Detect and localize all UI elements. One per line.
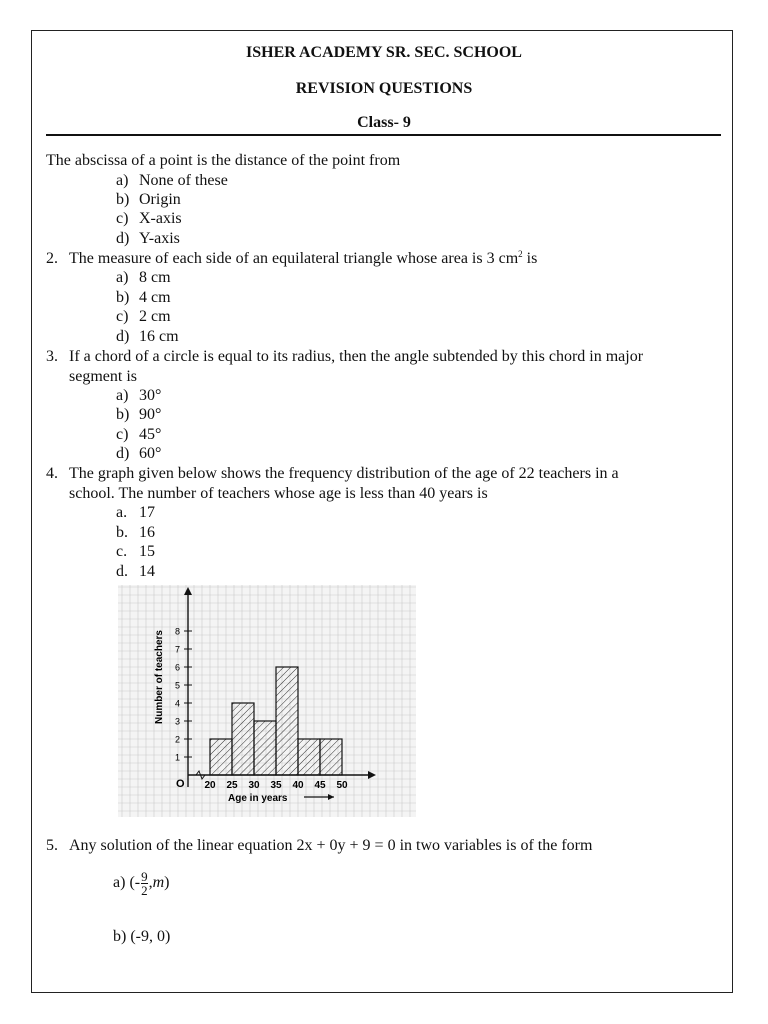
x-tick-label: 40 xyxy=(292,780,304,791)
option-label: b) xyxy=(116,191,130,208)
option-label: a) xyxy=(116,269,129,286)
x-tick-label: 50 xyxy=(336,780,348,791)
option-a-variable: m xyxy=(152,874,165,892)
class-label: Class- 9 xyxy=(357,114,411,131)
origin-label: O xyxy=(176,778,185,790)
option-text: 4 cm xyxy=(139,289,171,306)
histogram-bar xyxy=(254,721,276,775)
histogram-bar xyxy=(298,739,320,775)
x-tick-label: 25 xyxy=(226,780,238,791)
option-text: 8 cm xyxy=(139,269,171,286)
y-tick-label: 5 xyxy=(175,680,181,691)
q5-option-a xyxy=(113,870,169,897)
q2-superscript: 2 xyxy=(518,249,523,259)
y-axis-label: Number of teachers xyxy=(154,630,165,724)
x-axis-label: Age in years xyxy=(228,793,288,804)
y-tick-label: 3 xyxy=(175,716,181,727)
q2-text-end: is xyxy=(522,250,538,267)
option-text: 17 xyxy=(139,504,155,521)
fraction-numerator: 9 xyxy=(141,869,148,884)
q4-text-line1: The graph given below shows the frequency distribution of the age of 22 teachers in a xyxy=(69,465,619,482)
option-text: 60° xyxy=(139,445,162,462)
school-name: ISHER ACADEMY SR. SEC. SCHOOL xyxy=(246,44,522,61)
header-rule xyxy=(46,134,721,136)
histogram-bar xyxy=(210,739,232,775)
option-label: b. xyxy=(116,524,128,541)
option-label: b) xyxy=(116,289,130,306)
y-tick-label: 6 xyxy=(175,662,181,673)
age-histogram xyxy=(118,585,416,817)
q2-number: 2. xyxy=(46,250,58,267)
y-tick-label: 7 xyxy=(175,644,181,655)
y-tick-label: 1 xyxy=(175,752,181,763)
x-tick-label: 30 xyxy=(248,780,260,791)
x-tick-label: 20 xyxy=(204,780,216,791)
q2-text-main: The measure of each side of an equilateral triangle whose area is 3 cm xyxy=(69,250,519,267)
doc-title: REVISION QUESTIONS xyxy=(295,80,473,97)
q2-text xyxy=(69,249,537,268)
option-label: d) xyxy=(116,445,130,462)
q3-text-line1: If a chord of a circle is equal to its radius, then the angle subtended by this chord in major xyxy=(69,348,644,365)
option-text: X-axis xyxy=(139,210,182,227)
option-a-comma: , xyxy=(148,874,153,892)
option-label: d. xyxy=(116,563,128,580)
x-tick-label: 45 xyxy=(314,780,326,791)
option-text: None of these xyxy=(139,172,228,189)
option-text: 45° xyxy=(139,426,162,443)
option-label: d) xyxy=(116,230,130,247)
y-tick-label: 8 xyxy=(175,626,181,637)
option-text: 30° xyxy=(139,387,162,404)
q1-text: The abscissa of a point is the distance of the point from xyxy=(46,152,401,169)
histogram-bar xyxy=(232,703,254,775)
option-text: 2 cm xyxy=(139,308,171,325)
option-text: 15 xyxy=(139,543,155,560)
x-tick-label: 35 xyxy=(270,780,282,791)
q3-number: 3. xyxy=(46,348,58,365)
option-a-close: ) xyxy=(164,874,170,892)
histogram-bar xyxy=(320,739,342,775)
option-label: a. xyxy=(116,504,128,521)
q5-text: Any solution of the linear equation 2x + 0y + 9 = 0 in two variables is of the form xyxy=(69,837,593,854)
fraction xyxy=(141,870,148,897)
option-text: 16 cm xyxy=(139,328,179,345)
fraction-denominator: 2 xyxy=(141,883,148,898)
option-text: Origin xyxy=(139,191,181,208)
option-text: 14 xyxy=(139,563,155,580)
y-tick-label: 2 xyxy=(175,734,181,745)
option-label: c. xyxy=(116,543,128,560)
option-label: c) xyxy=(116,308,129,325)
option-text: 16 xyxy=(139,524,155,541)
option-label: b) xyxy=(116,406,130,423)
q3-text-line2: segment is xyxy=(69,368,137,385)
option-label: d) xyxy=(116,328,130,345)
q5-option-b: b) (-9, 0) xyxy=(113,928,171,945)
option-a-prefix: (- xyxy=(129,874,141,892)
option-label: a) xyxy=(113,874,126,892)
y-tick-label: 4 xyxy=(175,698,181,709)
q5-number: 5. xyxy=(46,837,58,854)
option-label: c) xyxy=(116,210,129,227)
option-text: 90° xyxy=(139,406,162,423)
histogram-bar xyxy=(276,667,298,775)
option-text: Y-axis xyxy=(139,230,180,247)
q4-number: 4. xyxy=(46,465,58,482)
option-label: c) xyxy=(116,426,129,443)
option-label: a) xyxy=(116,172,129,189)
option-label: a) xyxy=(116,387,129,404)
q4-text-line2: school. The number of teachers whose age is less than 40 years is xyxy=(69,485,488,502)
